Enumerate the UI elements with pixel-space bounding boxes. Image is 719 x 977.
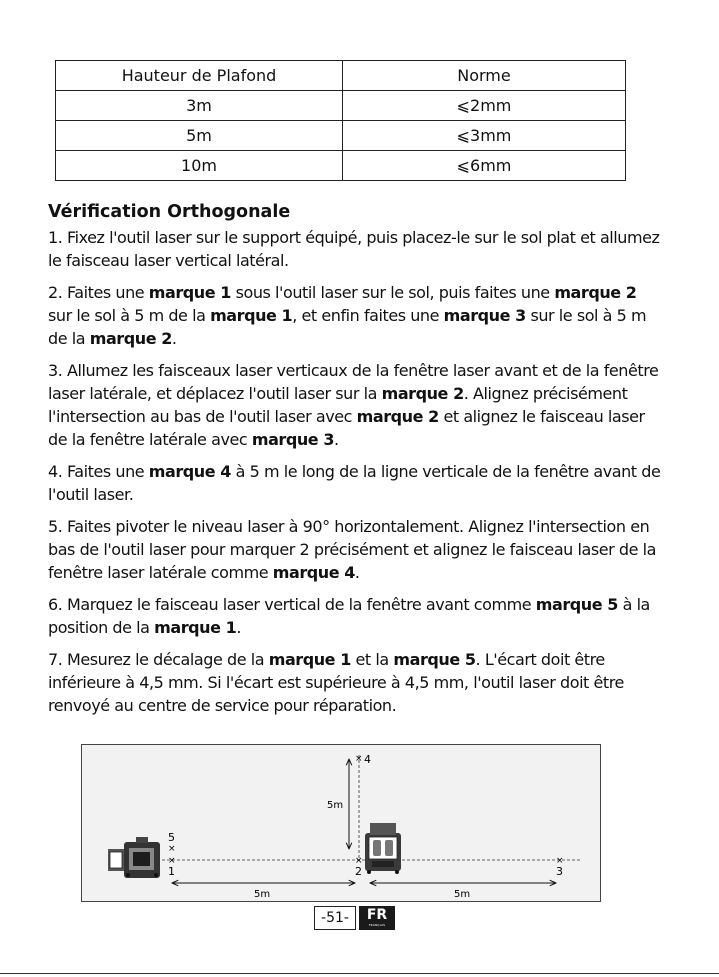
table-cell: 3m bbox=[56, 91, 343, 121]
mark-reference: marque 2 bbox=[356, 407, 439, 426]
table-cell: ⩽3mm bbox=[343, 121, 626, 151]
step-text: sous l'outil laser sur le sol, puis faites une bbox=[230, 283, 555, 302]
orthogonal-check-diagram bbox=[81, 744, 601, 902]
mark-label-4: 4 bbox=[364, 753, 371, 766]
mark-label-1: 1 bbox=[168, 865, 175, 878]
instruction-step bbox=[48, 460, 663, 506]
laser-level-icon bbox=[365, 823, 401, 874]
instruction-step bbox=[48, 281, 663, 350]
column-header-norm: Norme bbox=[343, 61, 626, 91]
mark-label-2: 2 bbox=[355, 865, 362, 878]
mark-reference: marque 5 bbox=[393, 650, 476, 669]
step-text: 7. Mesurez le décalage de la bbox=[48, 650, 269, 669]
laser-level-icon bbox=[108, 837, 160, 878]
tolerance-table bbox=[55, 60, 626, 181]
table-row bbox=[56, 91, 626, 121]
mark-reference: marque 4 bbox=[148, 462, 231, 481]
step-text: et alignez le faisceau laser de la fenêtre latérale avec bbox=[48, 407, 645, 449]
instruction-step bbox=[48, 359, 663, 451]
distance-label-vertical: 5m bbox=[327, 800, 344, 811]
step-text: sur le sol à 5 m de la bbox=[48, 306, 211, 325]
mark-symbol: × bbox=[355, 856, 363, 866]
distance-label-2-3: 5m bbox=[454, 889, 471, 900]
mark-reference: marque 3 bbox=[443, 306, 526, 325]
step-text: 6. Marquez le faisceau laser vertical de la fenêtre avant comme bbox=[48, 595, 536, 614]
instruction-step bbox=[48, 593, 663, 639]
mark-label-3: 3 bbox=[556, 865, 563, 878]
page-number: -51- bbox=[314, 906, 356, 930]
mark-reference: marque 1 bbox=[148, 283, 231, 302]
mark-reference: marque 1 bbox=[268, 650, 351, 669]
section-title: Vérification Orthogonale bbox=[48, 202, 291, 222]
step-text: . Alignez précisément l'intersection au bas de l'outil laser avec bbox=[48, 384, 628, 426]
step-text: sur le sol à 5 m de la bbox=[48, 306, 647, 348]
column-header-ceiling-height: Hauteur de Plafond bbox=[56, 61, 343, 91]
table-cell: ⩽2mm bbox=[343, 91, 626, 121]
mark-reference: marque 5 bbox=[535, 595, 618, 614]
mark-symbol: × bbox=[168, 844, 176, 854]
step-text: 4. Faites une bbox=[48, 462, 149, 481]
table-cell: 5m bbox=[56, 121, 343, 151]
step-text: , et enfin faites une bbox=[292, 306, 444, 325]
step-text: . L'écart doit être inférieure à 4,5 mm. Si l'écart est supérieure à 4,5 mm, l'outil laser doit être renvoyé au centre de service pour réparation. bbox=[48, 650, 624, 715]
language-name: FRANÇAIS bbox=[368, 923, 386, 927]
mark-symbol: × bbox=[556, 856, 564, 866]
instruction-steps bbox=[48, 226, 663, 726]
table-row bbox=[56, 151, 626, 181]
step-text: et la bbox=[350, 650, 394, 669]
table-cell: 10m bbox=[56, 151, 343, 181]
mark-reference: marque 2 bbox=[381, 384, 464, 403]
step-text: à la position de la bbox=[48, 595, 650, 637]
instruction-step bbox=[48, 226, 663, 272]
step-text: . bbox=[334, 430, 339, 449]
page-bottom-rule bbox=[0, 973, 719, 974]
language-badge bbox=[359, 906, 395, 930]
step-text: . bbox=[354, 563, 360, 582]
page-footer bbox=[0, 906, 719, 932]
instruction-step bbox=[48, 515, 663, 584]
table-header-row bbox=[56, 61, 626, 91]
mark-reference: marque 4 bbox=[272, 563, 355, 582]
mark-reference: marque 2 bbox=[89, 329, 172, 348]
step-text: 5. Faites pivoter le niveau laser à 90° horizontalement. Alignez l'intersection en bas de l'outil laser pour marquer 2 précisément et alignez le faisceau laser de la fenêtre laser latérale comme bbox=[48, 517, 656, 582]
step-text: à 5 m le long de la ligne verticale de la fenêtre avant de l'outil laser. bbox=[48, 462, 661, 504]
step-text: . bbox=[236, 618, 241, 637]
mark-reference: marque 2 bbox=[554, 283, 637, 302]
language-code: FR bbox=[366, 907, 388, 923]
mark-reference: marque 1 bbox=[210, 306, 293, 325]
mark-label-5: 5 bbox=[168, 831, 175, 844]
diagram-drawing bbox=[82, 745, 602, 903]
step-text: 3. Allumez les faisceaux laser verticaux de la fenêtre laser avant et de la fenêtre laser latérale, et déplacez l'outil laser sur la bbox=[48, 361, 659, 403]
step-text: 1. Fixez l'outil laser sur le support équipé, puis placez-le sur le sol plat et allumez le faisceau laser vertical latéral. bbox=[48, 228, 660, 270]
step-text: . bbox=[171, 329, 177, 348]
step-text: 2. Faites une bbox=[48, 283, 149, 302]
table-cell: ⩽6mm bbox=[343, 151, 626, 181]
mark-symbol: × bbox=[355, 754, 363, 764]
distance-label-1-2: 5m bbox=[254, 889, 271, 900]
mark-symbol: × bbox=[168, 856, 176, 866]
instruction-step bbox=[48, 648, 663, 717]
mark-reference: marque 1 bbox=[154, 618, 237, 637]
mark-reference: marque 3 bbox=[251, 430, 335, 449]
table-row bbox=[56, 121, 626, 151]
